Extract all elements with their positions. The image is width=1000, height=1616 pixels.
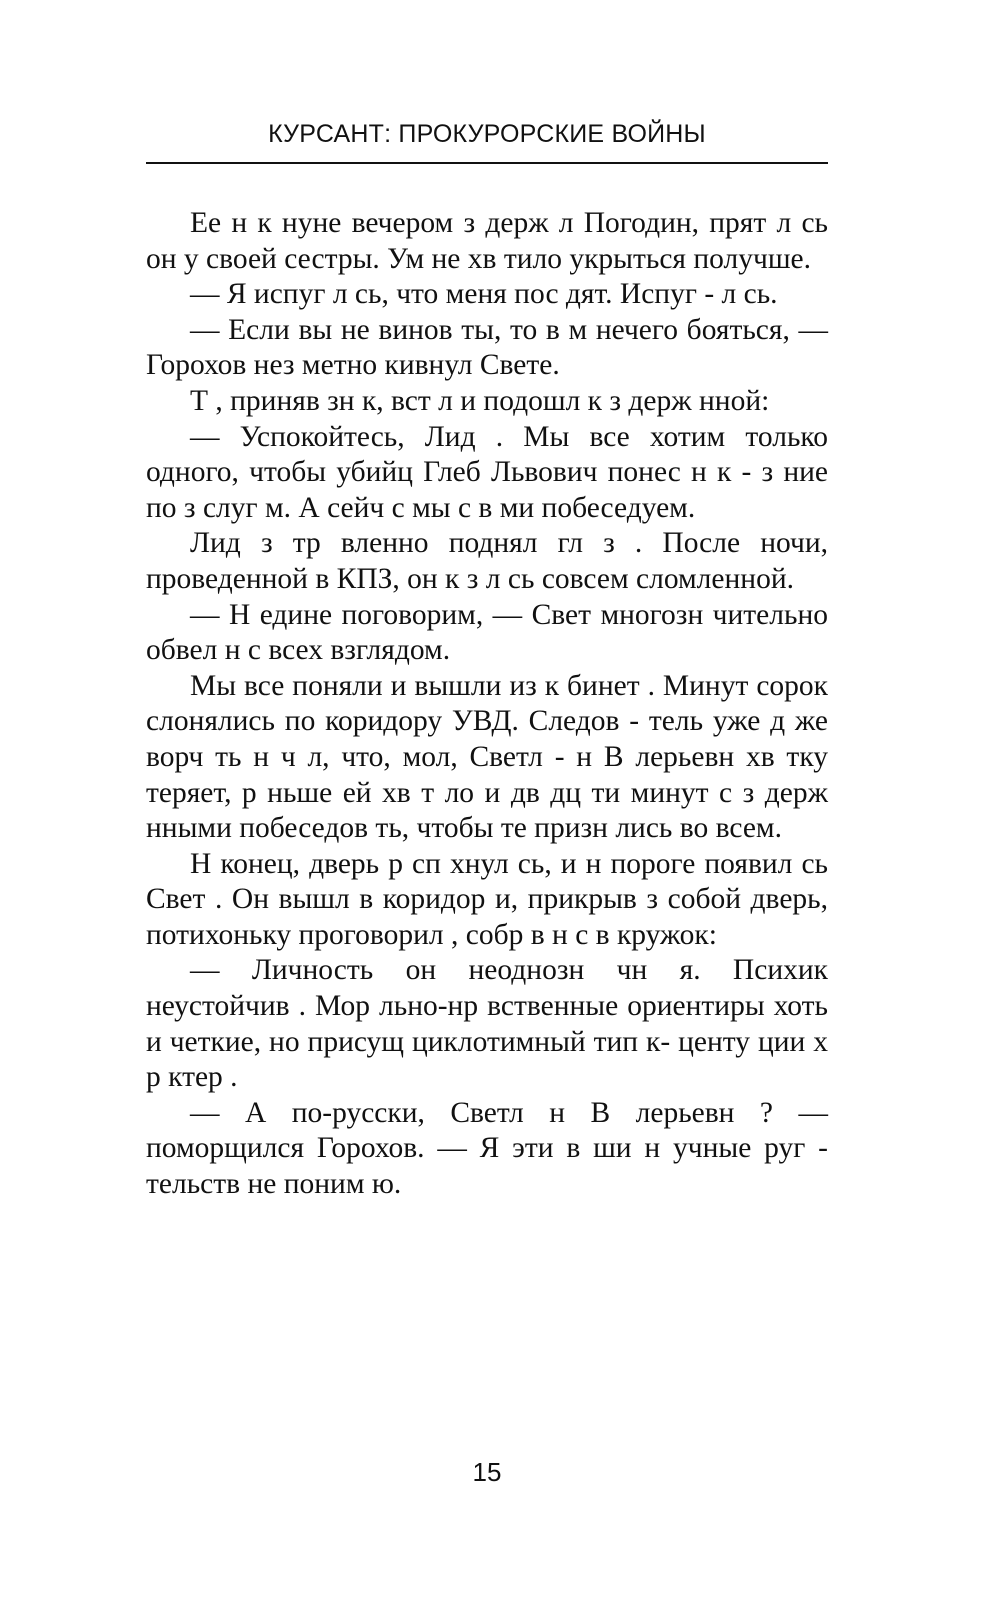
paragraph: Мы все поняли и вышли из к бинет . Минут сорок слонялись по коридору УВД. Следов - тель уже д же ворч ть н ч л, что, мол, Светл - н В лерьевн хв тку теряет, р ньше ей хв т ло и дв дц ти минут с з держ нными побеседов ть, чтобы те призн лись во всем. — [146, 669, 828, 845]
paragraph: — Успокойтесь, Лид . Мы все хотим только одного, чтобы убийц Глеб Львович понес н к - з ние по з слуг м. А сейч с мы с в ми побеседуем. — [146, 420, 828, 524]
paragraph: — Я испуг л сь, что меня пос дят. Испуг - л сь. — [190, 278, 778, 311]
paragraph: Лид з тр вленно поднял гл з . После ночи, проведенной в КПЗ, он к з л сь совсем сломленной. — [146, 527, 828, 595]
header-divider — [146, 162, 828, 164]
paragraph: Т , приняв зн к, вст л и подошл к з держ нной: — [190, 384, 770, 417]
running-head-title: КУРСАНТ: ПРОКУРОРСКИЕ ВОЙНЫ — [268, 120, 706, 148]
page-body-text — [146, 206, 828, 1203]
paragraph: — Если вы не винов ты, то в м нечего бояться, — Горохов нез метно кивнул Свете. — [146, 313, 828, 382]
page-number: 15 — [472, 1457, 502, 1487]
paragraph: Ее н к нуне вечером з держ л Погодин, прят л сь он у своей сестры. Ум не хв тило укрыться получше. — [146, 207, 828, 275]
paragraph: — Н едине поговорим, — Свет многозн чительно обвел н с всех взглядом. — [146, 598, 828, 667]
paragraph: — Личность он неоднозн чн я. Психик неустойчив . Мор льно-нр вственные ориентиры хоть и четкие, но присущ циклотимный тип к- центу ции х р ктер . — [146, 954, 828, 1094]
paragraph: — А по-русски, Светл н В лерьевн ? — поморщился Горохов. — Я эти в ши н учные руг - тельств не поним ю. — [146, 1096, 828, 1201]
paragraph: Н конец, дверь р сп хнул сь, и н пороге появил сь Свет . Он вышл в коридор и, прикрыв з собой дверь, потихоньку проговорил , собр в н с в кружок: — [146, 847, 828, 951]
